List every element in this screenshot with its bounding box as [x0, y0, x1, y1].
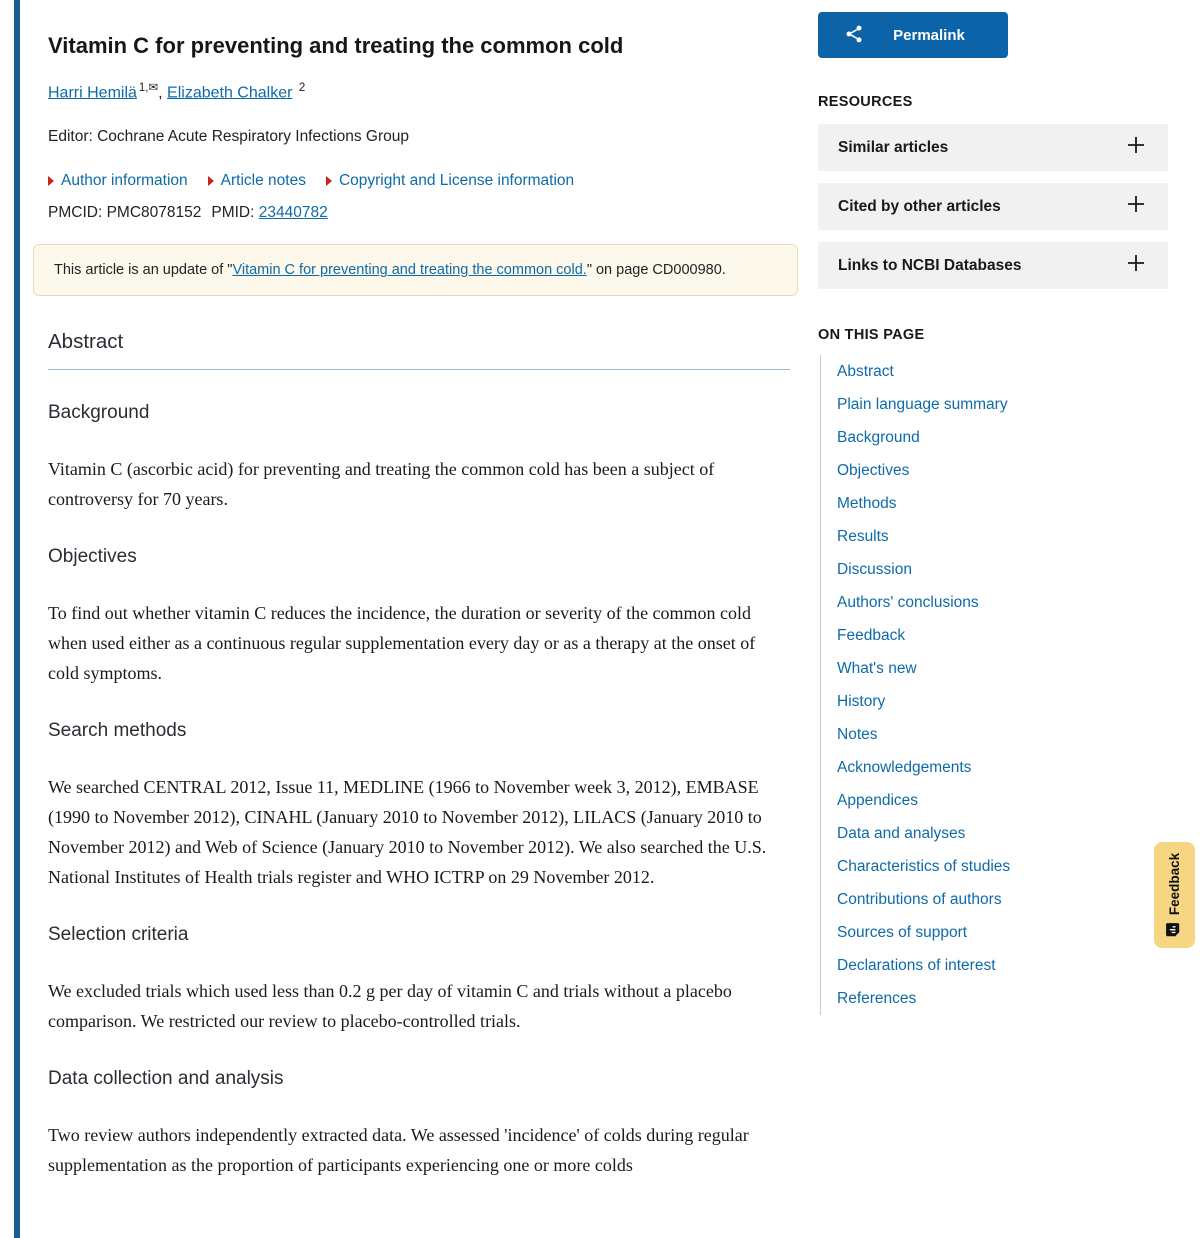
toc-link-authors-conclusions[interactable]: Authors' conclusions [837, 593, 979, 611]
article-notes-link-label[interactable]: Article notes [220, 172, 306, 190]
toc-item [837, 916, 1168, 949]
toc-link-references[interactable]: References [837, 989, 917, 1007]
pmid-link[interactable]: 23440782 [258, 204, 328, 222]
feedback-tab[interactable] [1154, 842, 1195, 948]
pmcid-label: PMCID: [48, 204, 103, 222]
author-information-link-label[interactable]: Author information [61, 172, 188, 190]
toc-link-acknowledgements[interactable]: Acknowledgements [837, 758, 972, 776]
section-paragraph: Two review authors independently extracted data. We assessed 'incidence' of colds during regular supplementation as the proportion of participants experiencing one or more colds [48, 1125, 749, 1176]
author-line [48, 80, 790, 102]
toc-item [837, 487, 1168, 520]
toc-item [837, 949, 1168, 982]
toc-link-characteristics-of-studies[interactable]: Characteristics of studies [837, 857, 1011, 875]
accordion-label: Similar articles [838, 138, 949, 156]
on-this-page-nav [820, 355, 1168, 1015]
update-notice-suffix: " on page CD000980. [586, 262, 726, 279]
section-paragraph: We excluded trials which used less than 0.2 g per day of vitamin C and trials without a placebo comparison. We restricted our review to placebo-controlled trials. [48, 981, 732, 1032]
toc-link-methods[interactable]: Methods [837, 494, 897, 512]
toc-item [837, 586, 1168, 619]
share-icon [844, 24, 864, 47]
accordion-links-to-ncbi-databases[interactable] [818, 242, 1168, 289]
section-paragraph: Vitamin C (ascorbic acid) for preventing and treating the common cold has been a subject of controversy for 70 years. [48, 459, 715, 510]
toc-link-data-and-analyses[interactable]: Data and analyses [837, 824, 966, 842]
toc-item [837, 619, 1168, 652]
page-title: Vitamin C for preventing and treating the common cold [48, 33, 624, 58]
author-information-link[interactable] [48, 172, 188, 190]
toc-link-appendices[interactable]: Appendices [837, 791, 919, 809]
article-notes-link[interactable] [208, 172, 306, 190]
section-paragraph: We searched CENTRAL 2012, Issue 11, MEDLINE (1966 to November week 3, 2012), EMBASE (1990 to November 2012), CINAHL (January 2010 to November 2012), LILACS (January 2010 to November 2012) and Web of Science (January 2010 to November 2012). We also searched the U.S. National Institutes of Health trials register and WHO ICTRP on 29 November 2012. [48, 777, 767, 888]
toc-link-declarations-of-interest[interactable]: Declarations of interest [837, 956, 996, 974]
section-paragraph: To find out whether vitamin C reduces the incidence, the duration or severity of the common cold when used either as a continuous regular supplementation every day or as a therapy at the onset of cold symptoms. [48, 603, 756, 684]
author-affiliation-sup: 1,✉ [138, 82, 159, 94]
toc-item [837, 850, 1168, 883]
toc-item [837, 685, 1168, 718]
copyright-license-link-label[interactable]: Copyright and License information [338, 172, 575, 190]
toc-item [837, 388, 1168, 421]
update-notice [33, 244, 798, 296]
section-heading-background: Background [48, 402, 150, 424]
toc-item [837, 454, 1168, 487]
accordion-similar-articles[interactable] [818, 124, 1168, 171]
accordion-cited-by-other-articles[interactable] [818, 183, 1168, 230]
page-accent-bar [14, 0, 20, 1238]
article-ids [48, 204, 790, 222]
toc-link-objectives[interactable]: Objectives [837, 461, 910, 479]
author-link-elizabeth-chalker[interactable]: Elizabeth Chalker [167, 84, 293, 102]
toc-item [837, 520, 1168, 553]
red-arrow-icon [326, 176, 332, 186]
toc-item [837, 784, 1168, 817]
section-heading-objectives: Objectives [48, 546, 137, 568]
red-arrow-icon [48, 176, 54, 186]
section-heading-data-collection: Data collection and analysis [48, 1068, 284, 1090]
red-arrow-icon [208, 176, 214, 186]
accordion-label: Cited by other articles [838, 197, 1001, 215]
toc-link-notes[interactable]: Notes [837, 725, 878, 743]
plus-icon [1126, 253, 1146, 278]
toc-link-discussion[interactable]: Discussion [837, 560, 912, 578]
accordion-label: Links to NCBI Databases [838, 256, 1022, 274]
toc-link-feedback[interactable]: Feedback [837, 626, 906, 644]
toc-item [837, 817, 1168, 850]
feedback-icon [1166, 922, 1184, 937]
toc-link-history[interactable]: History [837, 692, 886, 710]
copyright-license-link[interactable] [326, 172, 574, 190]
feedback-tab-inner [1166, 853, 1184, 937]
toc-item [837, 553, 1168, 586]
pmcid-value: PMC8078152 [106, 204, 202, 222]
toc-link-sources-of-support[interactable]: Sources of support [837, 923, 968, 941]
toc-item [837, 421, 1168, 454]
toc-item [837, 982, 1168, 1015]
toc-item [837, 718, 1168, 751]
author-separator: , [158, 84, 168, 102]
toc-item [837, 355, 1168, 388]
feedback-label: Feedback [1167, 852, 1182, 916]
permalink-label: Permalink [893, 26, 965, 44]
toc-link-results[interactable]: Results [837, 527, 889, 545]
update-notice-prefix: This article is an update of " [54, 262, 233, 279]
article-info-links [48, 172, 790, 190]
toc-link-plain-language-summary[interactable]: Plain language summary [837, 395, 1008, 413]
on-this-page-heading: ON THIS PAGE [818, 327, 925, 343]
toc-item [837, 883, 1168, 916]
toc-item [837, 652, 1168, 685]
toc-link-contributions-of-authors[interactable]: Contributions of authors [837, 890, 1002, 908]
pmid-label: PMID: [211, 204, 255, 222]
resources-heading: RESOURCES [818, 94, 913, 110]
toc-link-whats-new[interactable]: What's new [837, 659, 917, 677]
author-affiliation-sup: 2 [298, 82, 306, 94]
sidebar [818, 12, 1168, 1180]
permalink-button[interactable] [818, 12, 1008, 58]
editor-line: Editor: Cochrane Acute Respiratory Infections Group [48, 128, 409, 146]
plus-icon [1126, 194, 1146, 219]
section-heading-selection-criteria: Selection criteria [48, 924, 189, 946]
section-heading-search-methods: Search methods [48, 720, 187, 742]
toc-link-abstract[interactable]: Abstract [837, 362, 894, 380]
plus-icon [1126, 135, 1146, 160]
article-content [48, 12, 790, 1180]
toc-item [837, 751, 1168, 784]
update-notice-link[interactable]: Vitamin C for preventing and treating the common cold. [232, 262, 587, 279]
abstract-heading: Abstract [48, 330, 790, 370]
author-link-harri-hemila[interactable]: Harri Hemilä [48, 84, 137, 102]
toc-link-background[interactable]: Background [837, 428, 920, 446]
